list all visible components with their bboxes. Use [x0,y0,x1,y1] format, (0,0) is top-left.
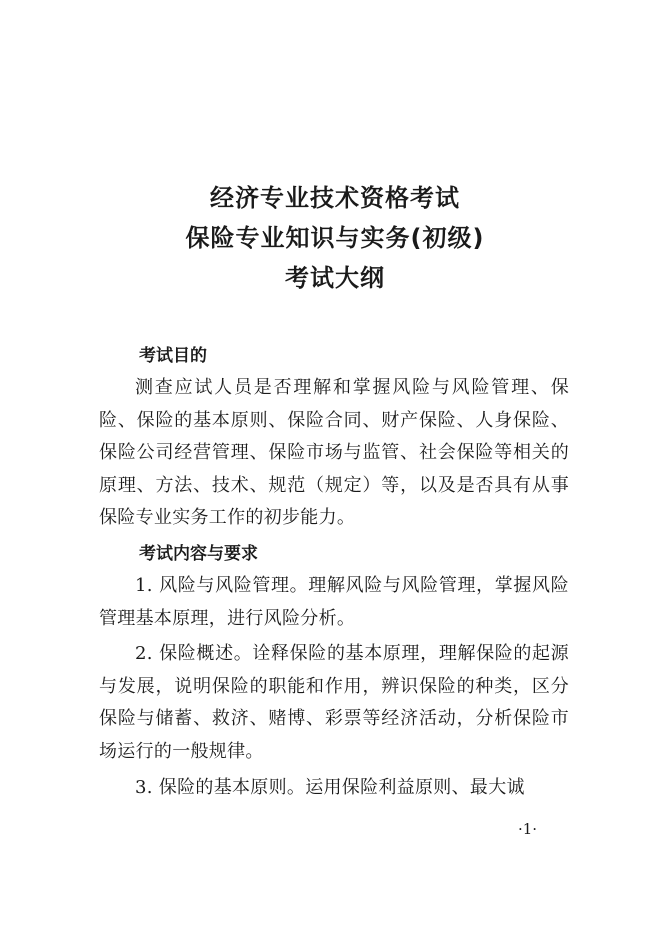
title-line-2: 保险专业知识与实务(初级) [185,224,485,252]
section-exam-purpose [99,340,569,535]
document-title [0,178,670,298]
paragraph: 3. 保险的基本原则。运用保险利益原则、最大诚 [135,776,525,798]
paragraph: 测查应试人员是否理解和掌握风险与风险管理、保险、保险的基本原则、保险合同、财产保险、人身保险、保险公司经营管理、保险市场与监管、社会保险等相关的原理、方法、技术、规范（规定）等，以及是否具有从事保险专业实务工作的初步能力。 [99,377,569,529]
section-exam-content [99,538,569,804]
page-number: ·1· [518,820,538,838]
title-line-3: 考试大纲 [285,264,385,292]
section-heading: 考试目的 [139,346,207,366]
section-heading: 考试内容与要求 [139,543,258,564]
title-line-1: 经济专业技术资格考试 [210,184,460,212]
paragraph: 2. 保险概述。诠释保险的基本原理，理解保险的起源与发展，说明保险的职能和作用，辨识保险的种类，区分保险与储蓄、救济、赌博、彩票等经济活动，分析保险市场运行的一般规律。 [99,643,569,762]
document-body [99,340,569,807]
paragraph: 1. 风险与风险管理。理解风险与风险管理，掌握风险管理基本原理，进行风险分析。 [99,574,569,629]
